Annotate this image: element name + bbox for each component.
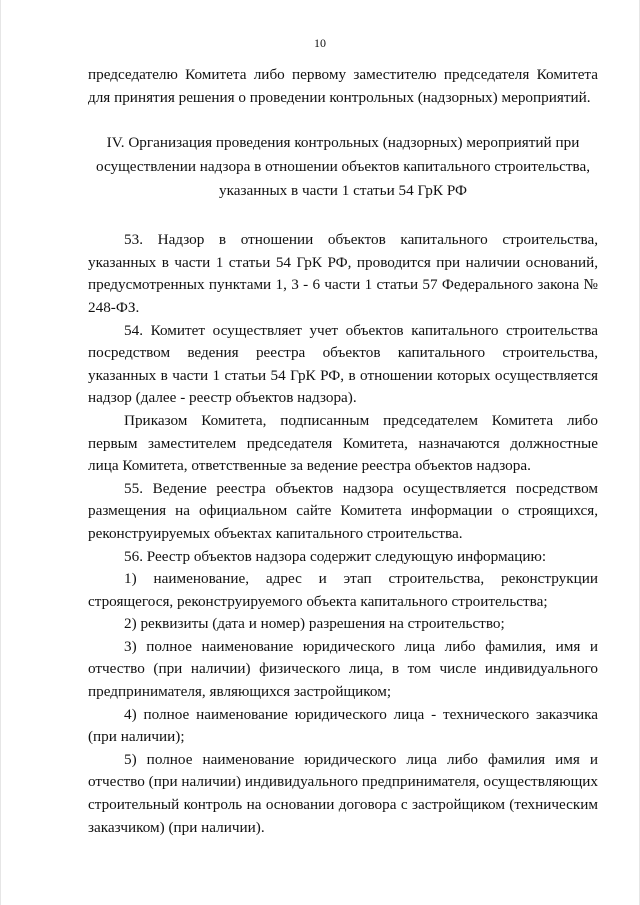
paragraph-55: 55. Ведение реестра объектов надзора осуществляется посредством размещения на официальном сайте Комитета информации о строящихся, реконструируемых объектах капитального строительства. <box>88 479 598 542</box>
section-heading: IV. Организация проведения контрольных (надзорных) мероприятий при осуществлении надзора в отношении объектов капитального строительства, указанных в части 1 статьи 54 ГрК РФ <box>96 134 590 200</box>
paragraph-continuation: председателю Комитета либо первому заместителю председателя Комитета для принятия решения о проведении контрольных (надзорных) мероприятий. <box>88 66 598 106</box>
list-item-56-1: 1) наименование, адрес и этап строительства, реконструкции строящегося, реконструируемого объекта капитального строительства; <box>88 570 598 610</box>
document-body <box>88 64 598 839</box>
list-item-56-2: 2) реквизиты (дата и номер) разрешения на строительство; <box>124 615 505 633</box>
paragraph-54: 54. Комитет осуществляет учет объектов капитального строительства посредством ведения реестра объектов капитального строительства, указанных в части 1 статьи 54 ГрК РФ, в отношении которых осуществляется надзор (далее - реестр объектов надзора). <box>88 321 598 407</box>
list-item-56-4: 4) полное наименование юридического лица - технического заказчика (при наличии); <box>88 705 598 746</box>
scan-edge-left <box>0 0 1 905</box>
list-item-56-5: 5) полное наименование юридического лица либо фамилия имя и отчество (при наличии) индивидуального предпринимателя, осуществляющих строительный контроль на основании договора с застройщиком (техническим заказчиком) (при наличии). <box>88 750 598 836</box>
paragraph-53: 53. Надзор в отношении объектов капитального строительства, указанных в части 1 статьи 54 ГрК РФ, проводится при наличии оснований, предусмотренных пунктами 1, 3 - 6 части 1 статьи 57 Федерального закона № 248-ФЗ. <box>88 231 598 316</box>
list-item-56-3: 3) полное наименование юридического лица либо фамилия, имя и отчество (при наличии) физического лица, в том числе индивидуального предпринимателя, являющихся застройщиком; <box>88 637 598 701</box>
paragraph-56: 56. Реестр объектов надзора содержит следующую информацию: <box>124 547 547 565</box>
page-number: 10 <box>314 36 326 50</box>
paragraph-54-order: Приказом Комитета, подписанным председателем Комитета либо первым заместителем председателя Комитета, назначаются должностные лица Комитета, ответственные за ведение реестра объектов надзора. <box>88 411 598 475</box>
